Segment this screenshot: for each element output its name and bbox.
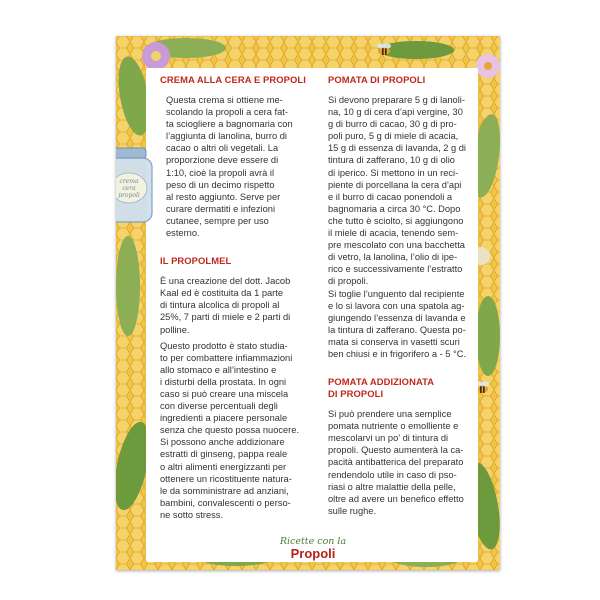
logo-title: Propoli <box>290 546 336 561</box>
logo-subtitle: Ricette con la <box>279 536 347 547</box>
right-column <box>328 74 476 517</box>
paragraph: Questo prodotto è stato studia- to per combattere infiammazioni allo stomaco e all’intestino e i disturbi della prostata. In ogni caso si può creare una miscela con diverse percentuali degli ingredienti a piacere personale senza che questo possa nuocere. Si possono anche addizionare estratti di ginseng, pappa reale o altri alimenti energizzanti per ottenere un ricostituente natura- le da somministrare ad anziani, bambini, convalescenti o perso- ne sotto stress. <box>160 340 300 520</box>
paragraph: Si toglie l’unguento dal recipiente e lo si lavora con una spatola ag- giungendo l’essenza di lavanda e la tintura di zafferano. Questa po- mata si conserva in vasetti scuri ben chiusi e in frigorifero a - 5 °C. <box>328 288 467 359</box>
section-title: IL PROPOLMEL <box>160 255 232 267</box>
paragraph: Si può prendere una semplice pomata nutriente o emolliente e mescolarvi un po’ di tintura di propoli. Questo aumenterà la ca- pacità antibatterica del preparato rendendolo utile in caso di pso- riasi o altre malattie della pelle, oltre ad avere un benefico effetto sulle rughe. <box>328 409 464 516</box>
jar-label: crema <box>119 178 139 185</box>
brand-logo <box>268 536 358 570</box>
jar-icon <box>116 146 158 226</box>
text-panel <box>146 68 478 562</box>
section-title: POMATA ADDIZIONATA DI PROPOLI <box>328 376 435 400</box>
bee-icon <box>374 42 394 56</box>
recipe-page <box>116 36 500 570</box>
paragraph: È una creazione del dott. Jacob Kaal ed è costituita da 1 parte di tintura alcolica di propoli al 25%, 7 parti di miele e 2 parti di polline. <box>160 276 291 335</box>
section-title: POMATA DI PROPOLI <box>328 74 426 85</box>
paragraph: Si devono preparare 5 g di lanoli- na, 10 g di cera d’api vergine, 30 g di burro di cacao, 30 g di pro- poli puro, 5 g di miele di acacia, 15 g di essenza di lavanda, 2 g di tintura di zafferano, 10 g di olio di iperico. Si mettono in un reci- piente di porcellana la cera d’api e il burro di cacao ponendoli a bagnomaria a circa 30 °C. Dopo che tutto è sciolto, si aggiungono il miele di acacia, tenendo sem- pre mescolato con una bacchetta di vetro, la lanolina, l’olio di ipe- rico e successivamente l’estratto di propoli. <box>328 95 467 287</box>
paragraph: Questa crema si ottiene me- scolando la propoli a cera fat- ta sciogliere a bagnomaria con l’aggiunta di lanolina, burro di cacao o altri oli vegetali. La proporzione deve essere di 1:10, cioè la propoli avrà il peso di un decimo rispetto al resto aggiunto. Serve per curare dermatiti e infezioni cutanee, sempre per uso esterno. <box>166 95 293 239</box>
left-column <box>160 74 308 521</box>
jar-label: cera <box>122 185 136 192</box>
section-title: CREMA ALLA CERA E PROPOLI <box>160 74 306 85</box>
jar-label: propoli <box>118 192 140 199</box>
